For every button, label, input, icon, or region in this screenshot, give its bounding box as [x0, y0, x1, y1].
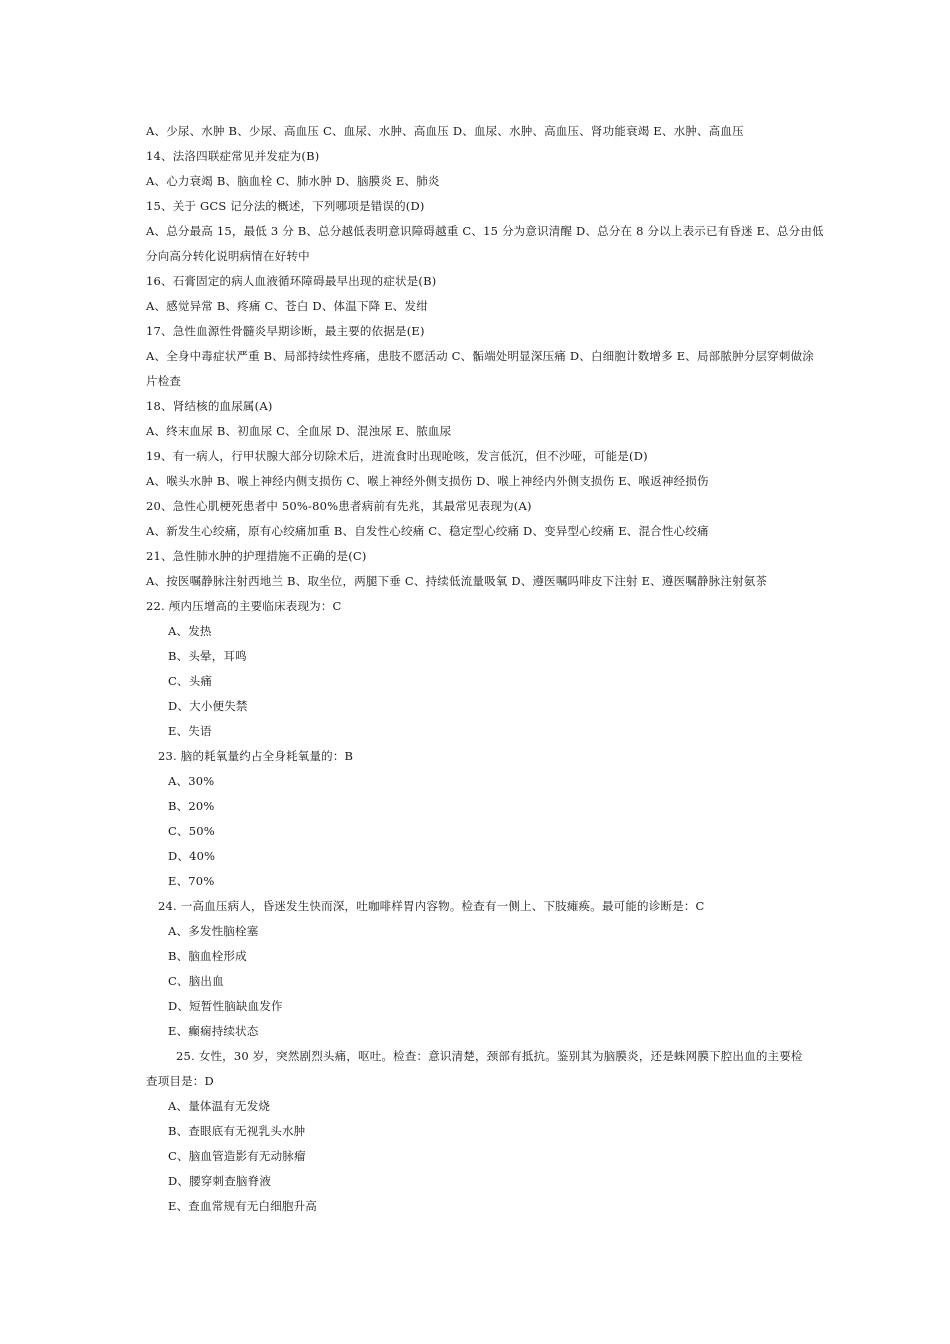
q23-option-a: A、30% — [168, 774, 215, 788]
q23-question: 23. 脑的耗氧量约占全身耗氧量的：B — [158, 749, 354, 763]
q22-option-e: E、失语 — [168, 724, 212, 738]
q22-question: 22. 颅内压增高的主要临床表现为：C — [146, 599, 342, 613]
q16-options: A、感觉异常 B、疼痛 C、苍白 D、体温下降 E、发绀 — [146, 299, 428, 313]
q18-options: A、终末血尿 B、初血尿 C、全血尿 D、混浊尿 E、脓血尿 — [146, 424, 452, 438]
q17-question: 17、急性血源性骨髓炎早期诊断，最主要的依据是(E) — [146, 324, 425, 338]
q25-question: 25. 女性，30 岁，突然剧烈头痛，呕吐。检查：意识清楚，颈部有抵抗。鉴别其为脑膜炎，还是蛛网膜下腔出血的主要检 — [176, 1049, 803, 1063]
q23-option-c: C、50% — [168, 824, 215, 838]
q24-option-b: B、脑血栓形成 — [168, 949, 247, 963]
q17-options-cont: 片检查 — [146, 374, 182, 388]
q20-options: A、新发生心绞痛，原有心绞痛加重 B、自发性心绞痛 C、稳定型心绞痛 D、变异型心绞痛 E、混合性心绞痛 — [146, 524, 709, 538]
q17-options: A、全身中毒症状严重 B、局部持续性疼痛，患肢不愿活动 C、骺端处明显深压痛 D、白细胞计数增多 E、局部脓肿分层穿刺做涂 — [146, 349, 814, 363]
q24-question: 24. 一高血压病人，昏迷发生快而深，吐咖啡样胃内容物。检查有一侧上、下肢瘫痪。最可能的诊断是：C — [158, 899, 705, 913]
q15-options-cont: 分向高分转化说明病情在好转中 — [146, 249, 310, 263]
q22-option-c: C、头痛 — [168, 674, 213, 688]
q25-option-c: C、脑血管造影有无动脉瘤 — [168, 1149, 306, 1163]
q20-question: 20、急性心肌梗死患者中 50%-80%患者病前有先兆，其最常见表现为(A) — [146, 499, 532, 513]
q16-question: 16、石膏固定的病人血液循环障碍最早出现的症状是(B) — [146, 274, 437, 288]
q14-options: A、心力衰竭 B、脑血栓 C、肺水肿 D、脑膜炎 E、肺炎 — [146, 174, 440, 188]
q24-option-e: E、癫痫持续状态 — [168, 1024, 259, 1038]
q25-option-d: D、腰穿刺查脑脊液 — [168, 1174, 272, 1188]
q21-question: 21、急性肺水肿的护理措施不正确的是(C) — [146, 549, 367, 563]
q22-option-b: B、头晕，耳鸣 — [168, 649, 247, 663]
q21-options: A、按医嘱静脉注射西地兰 B、取坐位，两腿下垂 C、持续低流量吸氧 D、遵医嘱吗啡皮下注射 E、遵医嘱静脉注射氨茶 — [146, 574, 768, 588]
q25-option-a: A、量体温有无发烧 — [168, 1099, 271, 1113]
q23-option-d: D、40% — [168, 849, 216, 863]
q25-option-e: E、查血常规有无白细胞升高 — [168, 1199, 317, 1213]
q19-question: 19、有一病人，行甲状腺大部分切除术后，进流食时出现呛咳，发言低沉，但不沙哑，可能是(D) — [146, 449, 648, 463]
q23-option-b: B、20% — [168, 799, 215, 813]
q25-question-cont: 查项目是：D — [146, 1074, 214, 1088]
q23-option-e: E、70% — [168, 874, 215, 888]
q14-question: 14、法洛四联症常见并发症为(B) — [146, 149, 320, 163]
q22-option-a: A、发热 — [168, 624, 212, 638]
q18-question: 18、肾结核的血尿属(A) — [146, 399, 273, 413]
q15-question: 15、关于 GCS 记分法的概述，下列哪项是错误的(D) — [146, 199, 425, 213]
q25-option-b: B、查眼底有无视乳头水肿 — [168, 1124, 306, 1138]
q24-option-d: D、短暂性脑缺血发作 — [168, 999, 283, 1013]
q24-option-a: A、多发性脑栓塞 — [168, 924, 259, 938]
q15-options: A、总分最高 15，最低 3 分 B、总分越低表明意识障碍越重 C、15 分为意识清醒 D、总分在 8 分以上表示已有昏迷 E、总分由低 — [146, 224, 824, 238]
q24-option-c: C、脑出血 — [168, 974, 224, 988]
q13-options: A、少尿、水肿 B、少尿、高血压 C、血尿、水肿、高血压 D、血尿、水肿、高血压、肾功能衰竭 E、水肿、高血压 — [146, 124, 744, 138]
q22-option-d: D、大小便失禁 — [168, 699, 248, 713]
q19-options: A、喉头水肿 B、喉上神经内侧支损伤 C、喉上神经外侧支损伤 D、喉上神经内外侧支损伤 E、喉返神经损伤 — [146, 474, 709, 488]
